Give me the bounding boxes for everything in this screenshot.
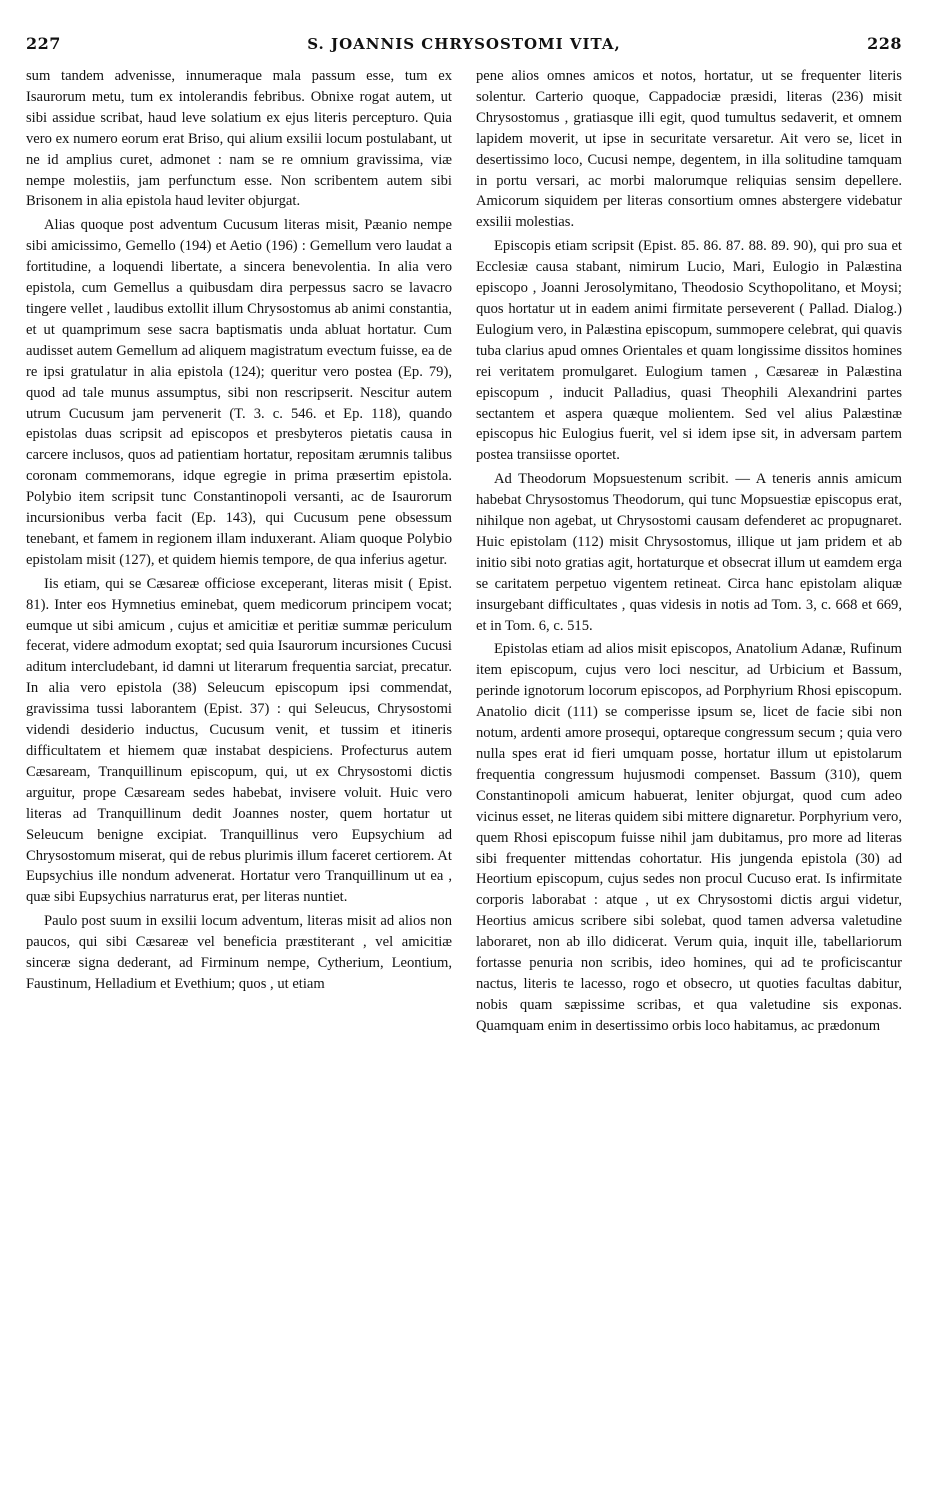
paragraph: Episcopis etiam scripsit (Epist. 85. 86. 87. 88. 89. 90), qui pro sua et Ecclesiæ causa stabant, nimirum Lucio, Mari, Eulogio in Palæstina episcopo , Joanni Jerosolymitano, Theodosio Scythopolitano, et Moysi; quos hortatur ut in eadem animi firmitate perseverent ( Pallad. Dialog.) Eulogium vero, in Palæstina episcopum, summopere celebrat, qui quavis tuba clarius apud omnes Orientales et quam longissime dissitos homines rei veritatem promulgaret. Eulogium tamen , Cæsareæ in Palæstina episcopum , inducit Palladius, quasi Theophili Alexandrini partes sectantem et aspera quæque molientem. Sed vel alius Palæstinæ episcopus hic Eulogius fuerit, vel si idem ipse sit, in adversam partem postea transiisse oportet. bbox=[476, 238, 902, 464]
paragraph: Paulo post suum in exsilii locum adventum, literas misit ad alios non paucos, qui sibi Cæsareæ vel beneficia præstiterant , vel amicitiæ sinceræ signa dederant, ad Firminum nempe, Cytherium, Leontium, Faustinum, Helladium et Evethium; quos , ut etiam bbox=[26, 913, 452, 992]
running-header bbox=[26, 34, 902, 64]
running-title: S. JOANNIS CHRYSOSTOMI VITA, bbox=[307, 35, 621, 53]
text-columns bbox=[26, 66, 902, 1486]
page-number-left: 227 bbox=[26, 34, 61, 53]
page-number-right: 228 bbox=[867, 34, 902, 53]
paragraph: Iis etiam, qui se Cæsareæ officiose exceperant, literas misit ( Epist. 81). Inter eos Hymnetius eminebat, quem medicorum principem vocat; eumque ut sibi amicum , cujus et amicitiæ et peritiæ summæ periculum fecerat, videre admodum exoptat; sed quia Isaurorum incursiones Cucusi aditum intercludebant, id damni ut literarum frequentia sarciat, precatur. In alia vero epistola (38) Seleucum episcopum ipsi commendat, gravissima tussi laborantem (Epist. 37) : qui Seleucus, Chrysostomi videndi desiderio inductus, Cucusum venit, et tussim et itineris difficultatem et hiemem quæ instabat despiciens. Profecturus autem Cæsaream, Tranquillinum episcopum, qui, ut ex Chrysostomi dictis arguitur, prope Cæsaream sedes habebat, invisere voluit. Huic vero literas ad Tranquillinum dedit Joannes noster, quem hortatur ut Seleucum benigne excipiat. Tranquillinus vero Eupsychium ad Chrysostomum miserat, qui de rebus plurimis illum faceret certiorem. At Eupsychius ille nondum advenerat. Hortatur vero Tranquillinum ut ea , quæ sibi Eupsychius narraturus erat, per literas nuntiet. bbox=[26, 575, 452, 906]
paragraph: Alias quoque post adventum Cucusum literas misit, Pæanio nempe sibi amicissimo, Gemello (194) et Aetio (196) : Gemellum vero laudat a fortitudine, a loquendi libertate, a sincera benevolentia. In alia vero epistola, cum Gemellus a quibusdam dira perpessus sacro se lavacro tingere vellet , laudibus extollit illum Chrysostomus ab animi constantia, et ut quamprimum sese sacra baptismatis unda abluat hortatur. Cum audisset autem Gemellum ad aliquem magistratum evectum fuisse, ea de re ipsi gratulatur in alia epistola (124); queritur vero postea (Ep. 79), quod ad tale munus assumptus, sibi non rescripserit. Nescitur autem utrum Cucusum jam pervenerit (T. 3. c. 546. et Ep. 118), quando epistolas duas scripsit ad episcopos et presbyteros pietatis causa in carcere inclusos, quos ad patientiam hortatur, repositam ærumnis talibus coronam commemorans, idque egregie in prima præsertim epistola. Polybio item scripsit tunc Constantinopoli versanti, ac de Isaurorum incursionibus verba facit (Ep. 143), qui Cucusum pene obsessum tenebant, et famem in regionem illam induxerant. Aliam quoque Polybio epistolam misit (127), et quidem hiemis tempore, de qua inferius agetur. bbox=[26, 217, 452, 568]
paragraph: Ad Theodorum Mopsuestenum scribit. — A teneris annis amicum habebat Chrysostomus Theodorum, qui tunc Mopsuestiæ episcopus erat, nihilque non agebat, ut Chrysostomi causam defenderet ac propugnaret. Huic epistolam (112) misit Chrysostomus, illique ut jam pridem et ab initio sibi noto gratias agit, hortaturque et obsecrat illum ut eamdem erga se caritatem perpetuo vigentem retineat. Circa hanc epistolam aliquæ insurgebant difficultates , quas videsis in notis ad Tom. 3, c. 668 et 669, et in Tom. 6, c. 515. bbox=[476, 471, 902, 634]
paragraph: pene alios omnes amicos et notos, hortatur, ut se frequenter literis solentur. Carterio quoque, Cappadociæ præsidi, literas (236) misit Chrysostomus , gratiasque illi egit, quod tumultus sedaverit, et omnem lapidem moverit, ut ipse in securitate versaretur. Ait vero se, licet in desertissimo loco, Cucusi nempe, degentem, in illa solitudine tamquam in portu versari, ac morbi malorumque reliquias sensim depellere. Amicorum siquidem per literas consortium omnes abstergere videbatur exsilii molestias. bbox=[476, 68, 902, 231]
paragraph: sum tandem advenisse, innumeraque mala passum esse, tum ex Isaurorum metu, tum ex intolerandis febribus. Obnixe rogat autem, ut sibi assidue scribat, haud leve solatium ex ejus literis percepturo. Quia vero ex numero eorum erat Briso, qui alium exsilii locum postulabant, ut ne id amplius curet, admonet : nam se re omnium gravissima, viæ nempe molestiis, jam perfunctum esse. Non scribentem autem sibi Brisonem in alia epistola haud leviter objurgat. bbox=[26, 68, 452, 210]
paragraph: Epistolas etiam ad alios misit episcopos, Anatolium Adanæ, Rufinum item episcopum, cujus vero loci nescitur, ad Urbicium et Bassum, perinde ignotorum locorum episcopos, ad Porphyrium Rhosi episcopum. Anatolio dicit (111) se comperisse ipsum se, licet de facie sibi non notum, ardenti amore prosequi, optareque congressum secum ; quia vero nulla spes erat id fieri umquam posse, hortatur illum ut epistolarum frequentia congressum hujusmodi compenset. Bassum (310), quem Constantinopoli amicum habuerat, leniter objurgat, quod cum adeo vicinus esset, ne literas quidem sibi mittere dignaretur. Porphyrium vero, quem Rhosi episcopum fuisse nihil jam dubitamus, pro more ad literas sibi frequenter mittendas cohortatur. His jungenda epistola (30) ad Heortium episcopum, cujus sedes non procul Cucuso erat. Is infirmitate corporis laborabat : atque , ut ex Chrysostomi dictis argui videtur, Heortius amicus scribere sibi solebat, quod tamen adversa valetudine laboraret, non ab illo didicerat. Verum quia, inquit ille, tabellariorum fortasse penuria non scribis, ideo homines, qui ad te proficiscantur nactus, literis te lacesso, rogo et obsecro, ut quoties facultas dabitur, nobis quam sæpissime scribas, et qua valetudine sis exponas. Quamquam enim in desertissimo orbis loco habitamus, ac prædonum bbox=[476, 641, 902, 1034]
right-column bbox=[476, 66, 902, 1486]
left-column bbox=[26, 66, 452, 1486]
